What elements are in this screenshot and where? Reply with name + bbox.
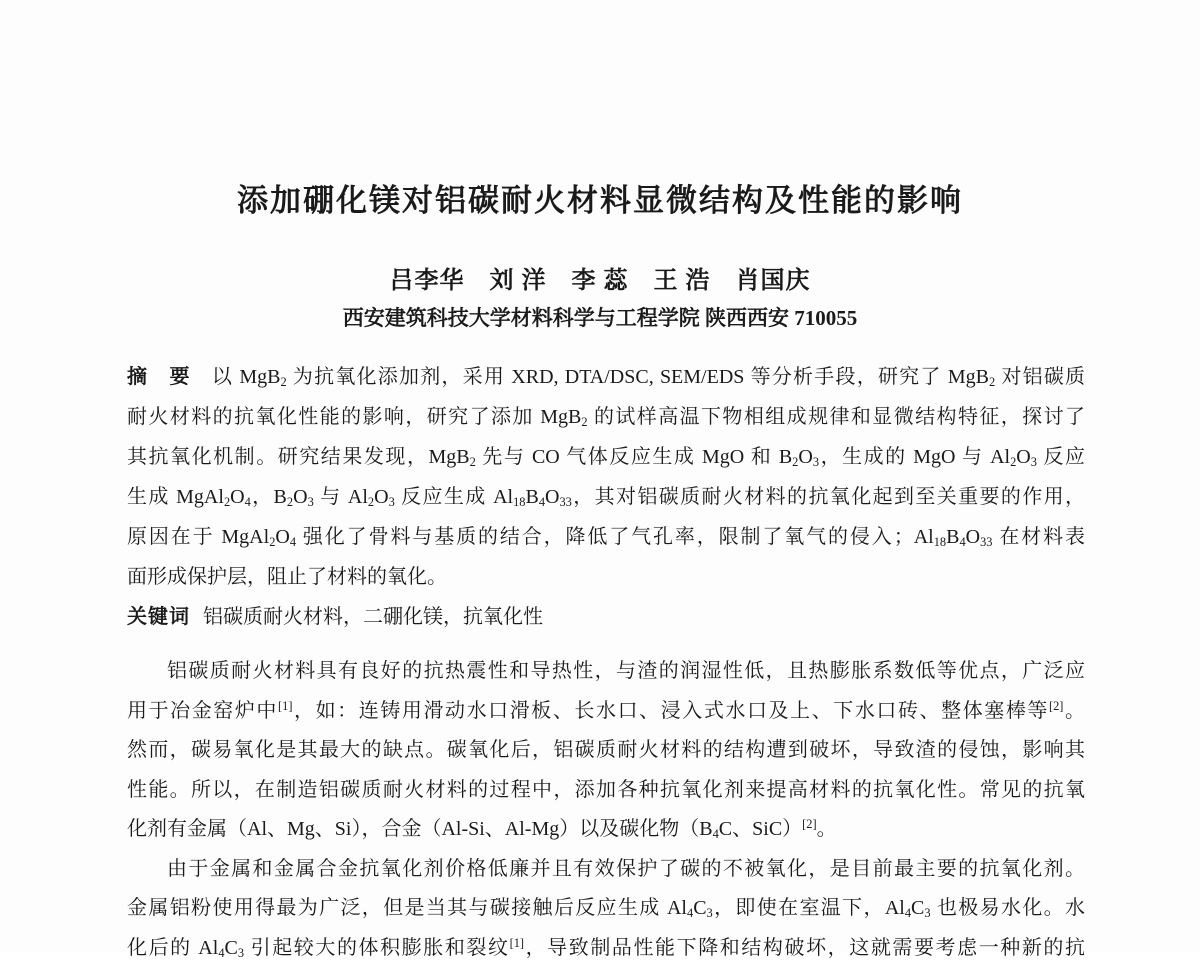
body-line: 然而，碳易氧化是其最大的缺点。碳氧化后，铝碳质耐火材料的结构遭到破坏，导致渣的侵蚀，影响其 [127, 731, 1085, 771]
abstract-line: 面形成保护层，阻止了材料的氧化。 [127, 557, 1085, 597]
abstract-section [127, 357, 1085, 637]
keywords-label: 关键词 [127, 606, 190, 628]
body-line: 化后的 $Al_4C_3$ 引起较大的体积膨胀和裂纹[1]，导致制品性能下降和结构破坏，这就需要考虑一种新的抗 [127, 929, 1085, 968]
body-paragraph-1 [127, 652, 1085, 850]
abstract-line: 其抗氧化机制。研究结果发现，MgB$_2$ 先与 CO 气体反应生成 MgO 和 $B_2O_3$，生成的 MgO 与 $Al_2O_3$ 反应 [127, 437, 1085, 477]
keywords-line [127, 597, 1085, 637]
abstract-line: 耐火材料的抗氧化性能的影响，研究了添加 MgB$_2$ 的试样高温下物相组成规律和显微结构特征，探讨了 [127, 397, 1085, 437]
abstract-line: 原因在于 $MgAl_2O_4$ 强化了骨料与基质的结合，降低了气孔率，限制了氧气的侵入；$Al_{18}B_4O_{33}$ 在材料表 [127, 517, 1085, 557]
body-line: 性能。所以，在制造铝碳质耐火材料的过程中，添加各种抗氧化剂来提高材料的抗氧化性。常见的抗氧 [127, 771, 1085, 811]
abstract-line: 摘 要 以 MgB$_2$ 为抗氧化添加剂，采用 XRD, DTA/DSC, SEM/EDS 等分析手段，研究了 MgB$_2$ 对铝碳质 [127, 357, 1085, 397]
body-section [127, 652, 1085, 968]
body-line: 金属铝粉使用得最为广泛，但是当其与碳接触后反应生成 $Al_4C_3$，即使在室温下，$Al_4C_3$ 也极易水化。水 [127, 889, 1085, 929]
abstract-line: 生成 $MgAl_2O_4$，$B_2O_3$ 与 $Al_2O_3$ 反应生成 $Al_{18}B_4O_{33}$，其对铝碳质耐火材料的抗氧化起到至关重要的作用， [127, 477, 1085, 517]
body-line: 铝碳质耐火材料具有良好的抗热震性和导热性，与渣的润湿性低，且热膨胀系数低等优点，广泛应 [127, 652, 1085, 692]
body-paragraph-2 [127, 850, 1085, 968]
body-line: 化剂有金属（Al、Mg、Si），合金（Al-Si、Al-Mg）以及碳化物（$B_4C$、SiC）[2]。 [127, 810, 1085, 850]
paper-title: 添加硼化镁对铝碳耐火材料显微结构及性能的影响 [0, 183, 1200, 219]
abstract-lines [127, 357, 1085, 597]
authors-line: 吕李华 刘 洋 李 蕊 王 浩 肖国庆 [0, 266, 1200, 296]
body-line: 由于金属和金属合金抗氧化剂价格低廉并且有效保护了碳的不被氧化，是目前最主要的抗氧化剂。 [127, 850, 1085, 890]
affiliation-line: 西安建筑科技大学材料科学与工程学院 陕西西安 710055 [0, 305, 1200, 331]
body-line: 用于冶金窑炉中[1]，如：连铸用滑动水口滑板、长水口、浸入式水口及上、下水口砖、整体塞棒等[2]。 [127, 692, 1085, 732]
keywords-text: 铝碳质耐火材料，二硼化镁，抗氧化性 [203, 606, 543, 628]
